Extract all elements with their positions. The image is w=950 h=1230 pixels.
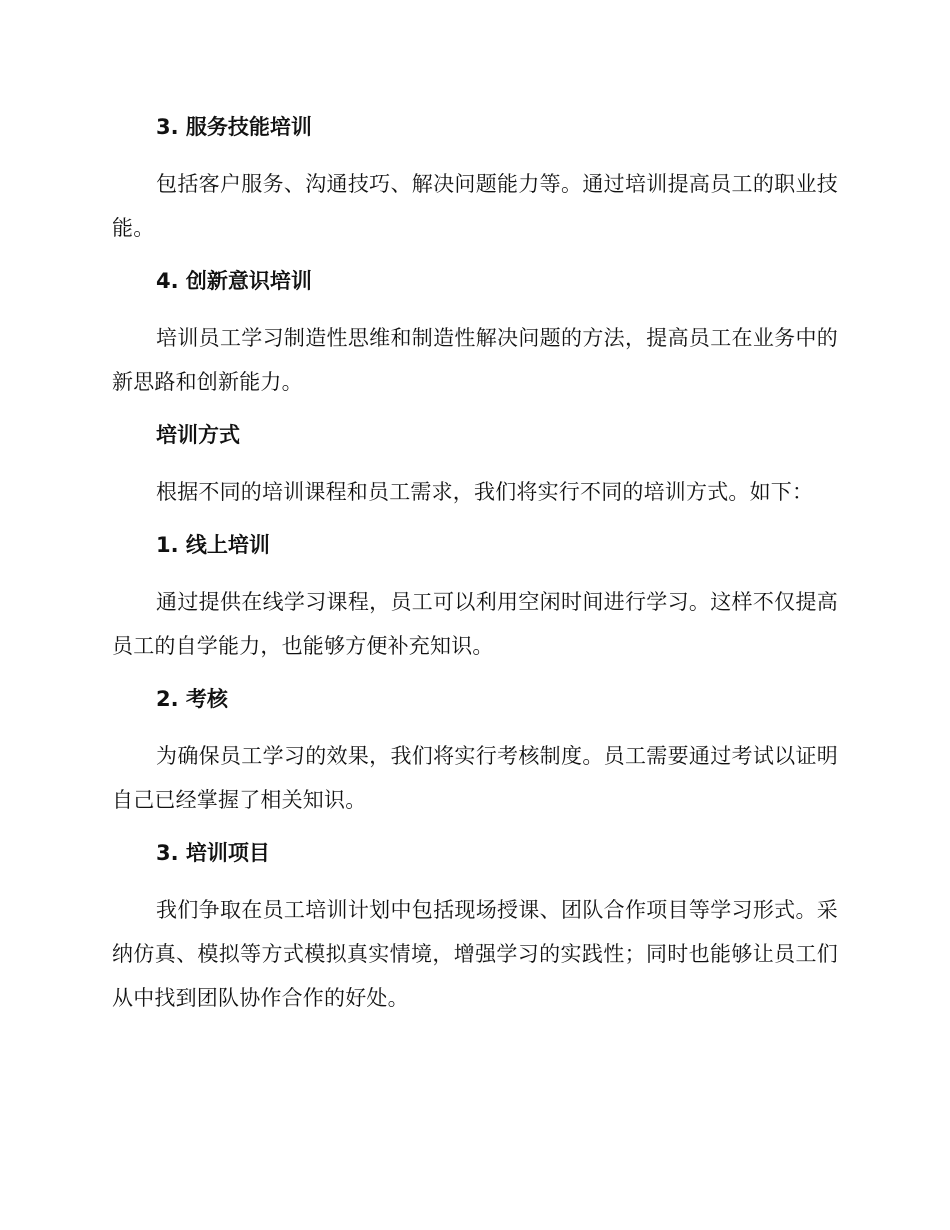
section-heading-innovation: 4. 创新意识培训 (156, 269, 312, 293)
section-heading-online-training: 1. 线上培训 (156, 533, 270, 557)
section-heading-training-methods: 培训方式 (156, 423, 240, 447)
section-heading-assessment: 2. 考核 (156, 687, 228, 711)
paragraph-innovation: 培训员工学习制造性思维和制造性解决问题的方法，提高员工在业务中的新思路和创新能力。 (112, 326, 838, 394)
paragraph-assessment: 为确保员工学习的效果，我们将实行考核制度。员工需要通过考试以证明自己已经掌握了相关知识。 (112, 744, 838, 812)
section-heading-service-skills: 3. 服务技能培训 (156, 115, 312, 139)
paragraph-online-training: 通过提供在线学习课程，员工可以利用空闲时间进行学习。这样不仅提高员工的自学能力，也能够方便补充知识。 (112, 590, 838, 658)
paragraph-training-methods: 根据不同的培训课程和员工需求，我们将实行不同的培训方式。如下： (156, 480, 814, 504)
section-heading-training-projects: 3. 培训项目 (156, 841, 270, 865)
paragraph-service-skills: 包括客户服务、沟通技巧、解决问题能力等。通过培训提高员工的职业技能。 (112, 172, 838, 240)
paragraph-training-projects: 我们争取在员工培训计划中包括现场授课、团队合作项目等学习形式。采纳仿真、模拟等方式模拟真实情境，增强学习的实践性；同时也能够让员工们从中找到团队协作合作的好处。 (112, 898, 838, 1010)
